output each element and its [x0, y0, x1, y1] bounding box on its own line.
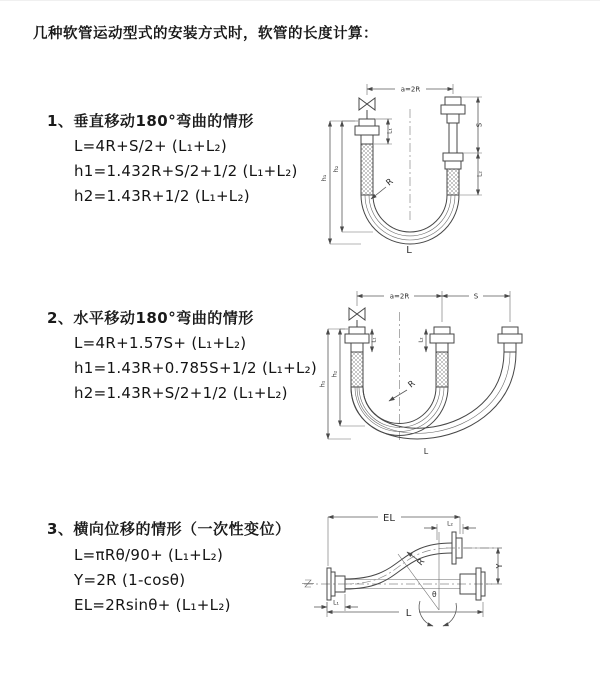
length-label-L: L — [423, 447, 429, 456]
braided-hose-section — [447, 169, 459, 195]
dim-l2 — [419, 329, 427, 352]
angle-label-theta: θ — [432, 590, 437, 599]
middle-fitting — [430, 327, 454, 387]
dim-l1 — [374, 119, 394, 144]
formula-2-L: L=4R+1.57S+ (L₁+L₂) — [74, 334, 247, 352]
dim-label-l1: L₁ — [333, 599, 339, 607]
formula-2-h2: h2=1.43R+S/2+1/2 (L₁+L₂) — [74, 384, 288, 402]
braided-hose-section — [436, 352, 448, 387]
radius-callout — [389, 379, 418, 401]
dim-l1 — [314, 594, 358, 611]
formula-1-h1: h1=1.432R+S/2+1/2 (L₁+L₂) — [74, 162, 298, 180]
dim-a2r — [367, 84, 453, 95]
dim-label-h1: h₁ — [318, 380, 327, 388]
dim-label-h2: h₂ — [330, 370, 339, 378]
dim-h1 — [320, 121, 361, 244]
left-fitting — [345, 327, 369, 387]
diagram-horizontal-180-bend — [310, 282, 600, 464]
dim-s — [442, 291, 510, 322]
formula-2-h1: h1=1.43R+0.785S+1/2 (L₁+L₂) — [74, 359, 318, 377]
dim-label-l2: L₂ — [418, 337, 425, 343]
page-title: 几种软管运动型式的安装方式时，软管的长度计算： — [33, 26, 378, 42]
dim-h1 — [319, 329, 352, 439]
dim-y — [464, 548, 504, 584]
dim-l — [327, 599, 483, 619]
left-fitting — [355, 119, 379, 195]
valve-icon — [349, 308, 365, 327]
formula-1-h2: h2=1.43R+1/2 (L₁+L₂) — [74, 187, 250, 205]
formula-3-EL: EL=2Rsinθ+ (L₁+L₂) — [74, 596, 231, 614]
dim-l1 — [372, 329, 378, 352]
hose-s-curve — [345, 543, 452, 589]
dim-label-l1: L₁ — [371, 337, 378, 343]
dim-label-r: R — [415, 556, 428, 568]
section-3-heading: 3、横向位移的情形（一次性变位） — [47, 520, 291, 538]
dim-label-l1: L₁ — [386, 128, 394, 134]
dim-label-s: S — [475, 122, 484, 128]
dim-label-l2: L₂ — [447, 520, 453, 528]
section-1-heading: 1、垂直移动180°弯曲的情形 — [47, 112, 254, 130]
dim-label-y: Y — [495, 563, 504, 569]
hose-u-displaced — [351, 352, 516, 439]
axis-break-mark — [302, 580, 314, 587]
right-fitting — [498, 327, 522, 352]
length-label-L: L — [406, 245, 412, 256]
dim-label-s: S — [473, 292, 479, 301]
dim-l2 — [424, 521, 476, 541]
diagram-vertical-180-bend — [310, 73, 600, 263]
braided-hose-section — [351, 352, 363, 387]
dim-label-el: EL — [383, 513, 395, 524]
radius-callout — [371, 177, 396, 199]
dim-label-h2: h₂ — [332, 165, 340, 173]
dim-label-a2r: a=2R — [400, 85, 421, 94]
formula-3-L: L=πRθ/90+ (L₁+L₂) — [74, 546, 224, 564]
formula-3-Y: Y=2R (1-cosθ) — [74, 571, 186, 589]
dim-label-l2: L₂ — [476, 171, 484, 177]
section-2-heading: 2、水平移动180°弯曲的情形 — [47, 309, 254, 327]
valve-icon — [359, 98, 375, 119]
dim-label-r: R — [384, 176, 396, 189]
dim-label-a2r: a=2R — [389, 292, 410, 301]
radius-callout — [407, 552, 427, 568]
braided-hose-section — [361, 144, 373, 195]
dim-label-h1: h₁ — [320, 174, 328, 182]
formula-1-L: L=4R+S/2+ (L₁+L₂) — [74, 137, 228, 155]
right-fitting — [441, 97, 465, 195]
dim-l2 — [460, 153, 484, 195]
dim-label-r: R — [406, 378, 418, 391]
diagram-lateral-displacement — [300, 504, 600, 646]
length-label-L: L — [405, 608, 412, 619]
dim-el — [328, 513, 460, 566]
